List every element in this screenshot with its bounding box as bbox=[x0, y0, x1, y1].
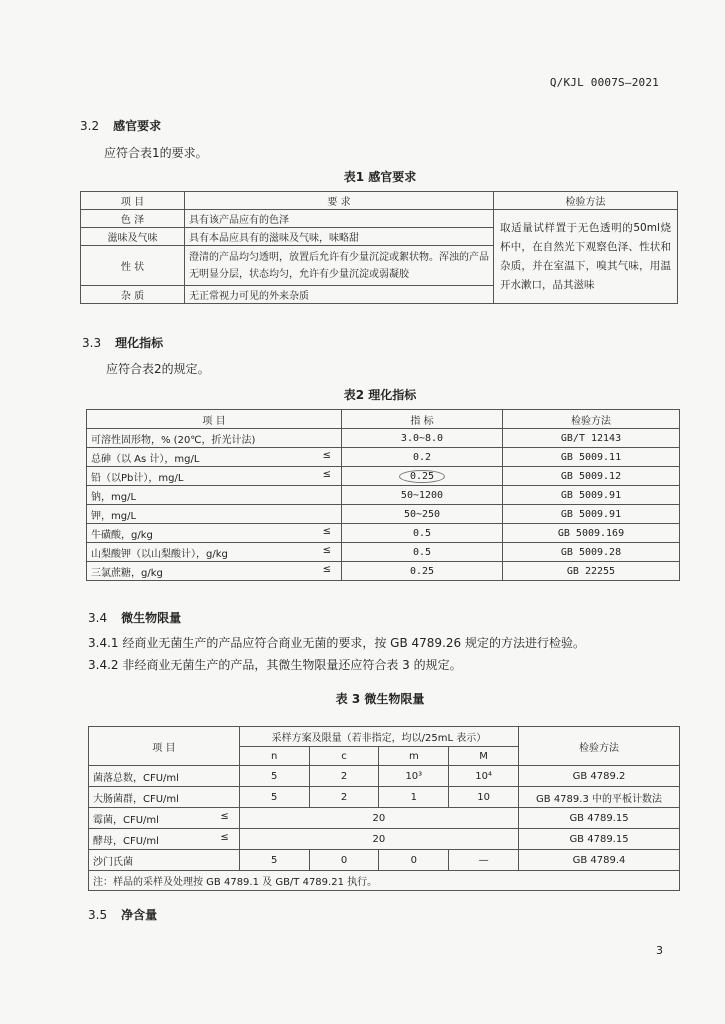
t3-row-item: 霉菌，CFU/ml ≤ bbox=[89, 808, 240, 829]
t3-row-m: 10³ bbox=[379, 766, 449, 787]
section-3-4-2-text: 3.4.2 非经商业无菌生产的产品，其微生物限量还应符合表 3 的规定。 bbox=[88, 658, 462, 672]
t1-row-req: 澄清的产品均匀透明，放置后允许有少量沉淀或絮状物。浑浊的产品无明显分层，状态均匀，允许有少量沉淀或弱凝胶 bbox=[185, 246, 494, 286]
t3-row-c: 0 bbox=[309, 850, 379, 871]
section-title: 感官要求 bbox=[113, 119, 162, 133]
page-number: 3 bbox=[656, 944, 663, 957]
t2-row-item: 可溶性固形物，% (20℃，折光计法) bbox=[87, 429, 342, 448]
section-3-2-text: 应符合表1的要求。 bbox=[104, 146, 208, 160]
table1-sensory bbox=[80, 191, 678, 304]
section-title: 微生物限量 bbox=[121, 611, 182, 625]
t3-row-merged-limit: 20 bbox=[239, 829, 518, 850]
t3-row-merged-limit: 20 bbox=[239, 808, 518, 829]
t3-row-item: 菌落总数，CFU/ml bbox=[89, 766, 240, 787]
t2-row-index: 50~1200 bbox=[342, 486, 503, 505]
t2-row-index: 0.5 bbox=[342, 543, 503, 562]
section-number: 3.2 bbox=[80, 119, 100, 133]
section-3-4-1-text: 3.4.1 经商业无菌生产的产品应符合商业无菌的要求，按 GB 4789.26 规定的方法进行检验。 bbox=[88, 636, 585, 650]
t2-row-method: GB 5009.12 bbox=[503, 467, 680, 486]
t3-note: 注：样品的采样及处理按 GB 4789.1 及 GB/T 4789.21 执行。 bbox=[89, 871, 680, 891]
t2-row-method: GB 5009.11 bbox=[503, 448, 680, 467]
t3-row-method: GB 4789.2 bbox=[519, 766, 680, 787]
t3-header-plan: 采样方案及限量（若非指定，均以/25mL 表示） bbox=[239, 727, 518, 747]
section-number: 3.4 bbox=[88, 611, 108, 625]
section-3-2-heading bbox=[80, 117, 161, 134]
annotation-circle: 0.25 bbox=[399, 470, 445, 483]
t3-row-n: 5 bbox=[239, 766, 309, 787]
t3-row-c: 2 bbox=[309, 766, 379, 787]
t3-header-method: 检验方法 bbox=[519, 727, 680, 766]
t2-row-index bbox=[342, 467, 503, 486]
t2-row-method: GB 22255 bbox=[503, 562, 680, 581]
t2-row-index: 3.0~8.0 bbox=[342, 429, 503, 448]
t3-row-m: 0 bbox=[379, 850, 449, 871]
t3-header-n: n bbox=[239, 747, 309, 766]
t1-row-req: 具有该产品应有的色泽 bbox=[185, 210, 494, 228]
t2-row-method: GB/T 12143 bbox=[503, 429, 680, 448]
t3-row-item: 大肠菌群，CFU/ml bbox=[89, 787, 240, 808]
t1-header-req: 要 求 bbox=[185, 192, 494, 210]
section-3-4-heading bbox=[88, 609, 181, 626]
table3-caption: 表 3 微生物限量 bbox=[335, 692, 425, 706]
t1-row-req: 无正常视力可见的外来杂质 bbox=[185, 286, 494, 304]
doc-code: Q/KJL 0007S—2021 bbox=[549, 76, 659, 89]
t3-row-method: GB 4789.15 bbox=[519, 808, 680, 829]
t2-header-item: 项 目 bbox=[87, 410, 342, 429]
t3-row-M: 10 bbox=[449, 787, 519, 808]
t2-row-item: 牛磺酸，g/kg ≤ bbox=[87, 524, 342, 543]
t3-row-method: GB 4789.3 中的平板计数法 bbox=[519, 787, 680, 808]
t2-row-index: 50~250 bbox=[342, 505, 503, 524]
t2-row-index: 0.25 bbox=[342, 562, 503, 581]
t3-row-c: 2 bbox=[309, 787, 379, 808]
t2-row-item: 山梨酸钾（以山梨酸计），g/kg ≤ bbox=[87, 543, 342, 562]
t3-header-M: M bbox=[449, 747, 519, 766]
t2-row-item: 三氯蔗糖，g/kg ≤ bbox=[87, 562, 342, 581]
table1-caption: 表1 感官要求 bbox=[343, 170, 417, 184]
t3-row-M: 10⁴ bbox=[449, 766, 519, 787]
t3-row-method: GB 4789.4 bbox=[519, 850, 680, 871]
t3-row-item: 酵母，CFU/ml ≤ bbox=[89, 829, 240, 850]
t2-row-index: 0.2 bbox=[342, 448, 503, 467]
t3-row-n: 5 bbox=[239, 850, 309, 871]
t1-row-item: 滋味及气味 bbox=[81, 228, 185, 246]
t2-row-method: GB 5009.28 bbox=[503, 543, 680, 562]
t1-header-item: 项 目 bbox=[81, 192, 185, 210]
t3-row-m: 1 bbox=[379, 787, 449, 808]
section-3-5-heading bbox=[88, 906, 157, 923]
t2-row-method: GB 5009.91 bbox=[503, 486, 680, 505]
t2-row-index: 0.5 bbox=[342, 524, 503, 543]
table2-physchem bbox=[86, 409, 680, 581]
t1-row-item: 性 状 bbox=[81, 246, 185, 286]
section-title: 净含量 bbox=[121, 908, 158, 922]
section-title: 理化指标 bbox=[115, 336, 164, 350]
t1-header-method: 检验方法 bbox=[494, 192, 678, 210]
t2-header-index: 指 标 bbox=[342, 410, 503, 429]
t1-method: 取适量试样置于无色透明的50ml烧杯中，在自然光下观察色泽、性状和杂质，并在室温下，嗅其气味，用温开水漱口，品其滋味 bbox=[494, 210, 678, 304]
t3-header-c: c bbox=[309, 747, 379, 766]
t3-header-item: 项 目 bbox=[89, 727, 240, 766]
t3-row-item: 沙门氏菌 bbox=[89, 850, 240, 871]
t1-row-req: 具有本品应具有的滋味及气味，味略甜 bbox=[185, 228, 494, 246]
t2-row-method: GB 5009.91 bbox=[503, 505, 680, 524]
section-number: 3.3 bbox=[82, 336, 102, 350]
t1-row-item: 色 泽 bbox=[81, 210, 185, 228]
t2-row-item: 总砷（以 As 计），mg/L ≤ bbox=[87, 448, 342, 467]
t3-row-method: GB 4789.15 bbox=[519, 829, 680, 850]
t2-row-item: 钠，mg/L bbox=[87, 486, 342, 505]
t3-header-m: m bbox=[379, 747, 449, 766]
section-3-3-heading bbox=[82, 334, 163, 351]
t1-row-item: 杂 质 bbox=[81, 286, 185, 304]
t3-row-n: 5 bbox=[239, 787, 309, 808]
t2-header-method: 检验方法 bbox=[503, 410, 680, 429]
table2-caption: 表2 理化指标 bbox=[343, 388, 417, 402]
t3-row-M: — bbox=[449, 850, 519, 871]
section-number: 3.5 bbox=[88, 908, 108, 922]
t2-row-item: 钾，mg/L bbox=[87, 505, 342, 524]
t2-row-method: GB 5009.169 bbox=[503, 524, 680, 543]
t2-row-item: 铅（以Pb计），mg/L ≤ bbox=[87, 467, 342, 486]
table3-microbial bbox=[88, 726, 680, 891]
section-3-3-text: 应符合表2的规定。 bbox=[106, 362, 210, 376]
